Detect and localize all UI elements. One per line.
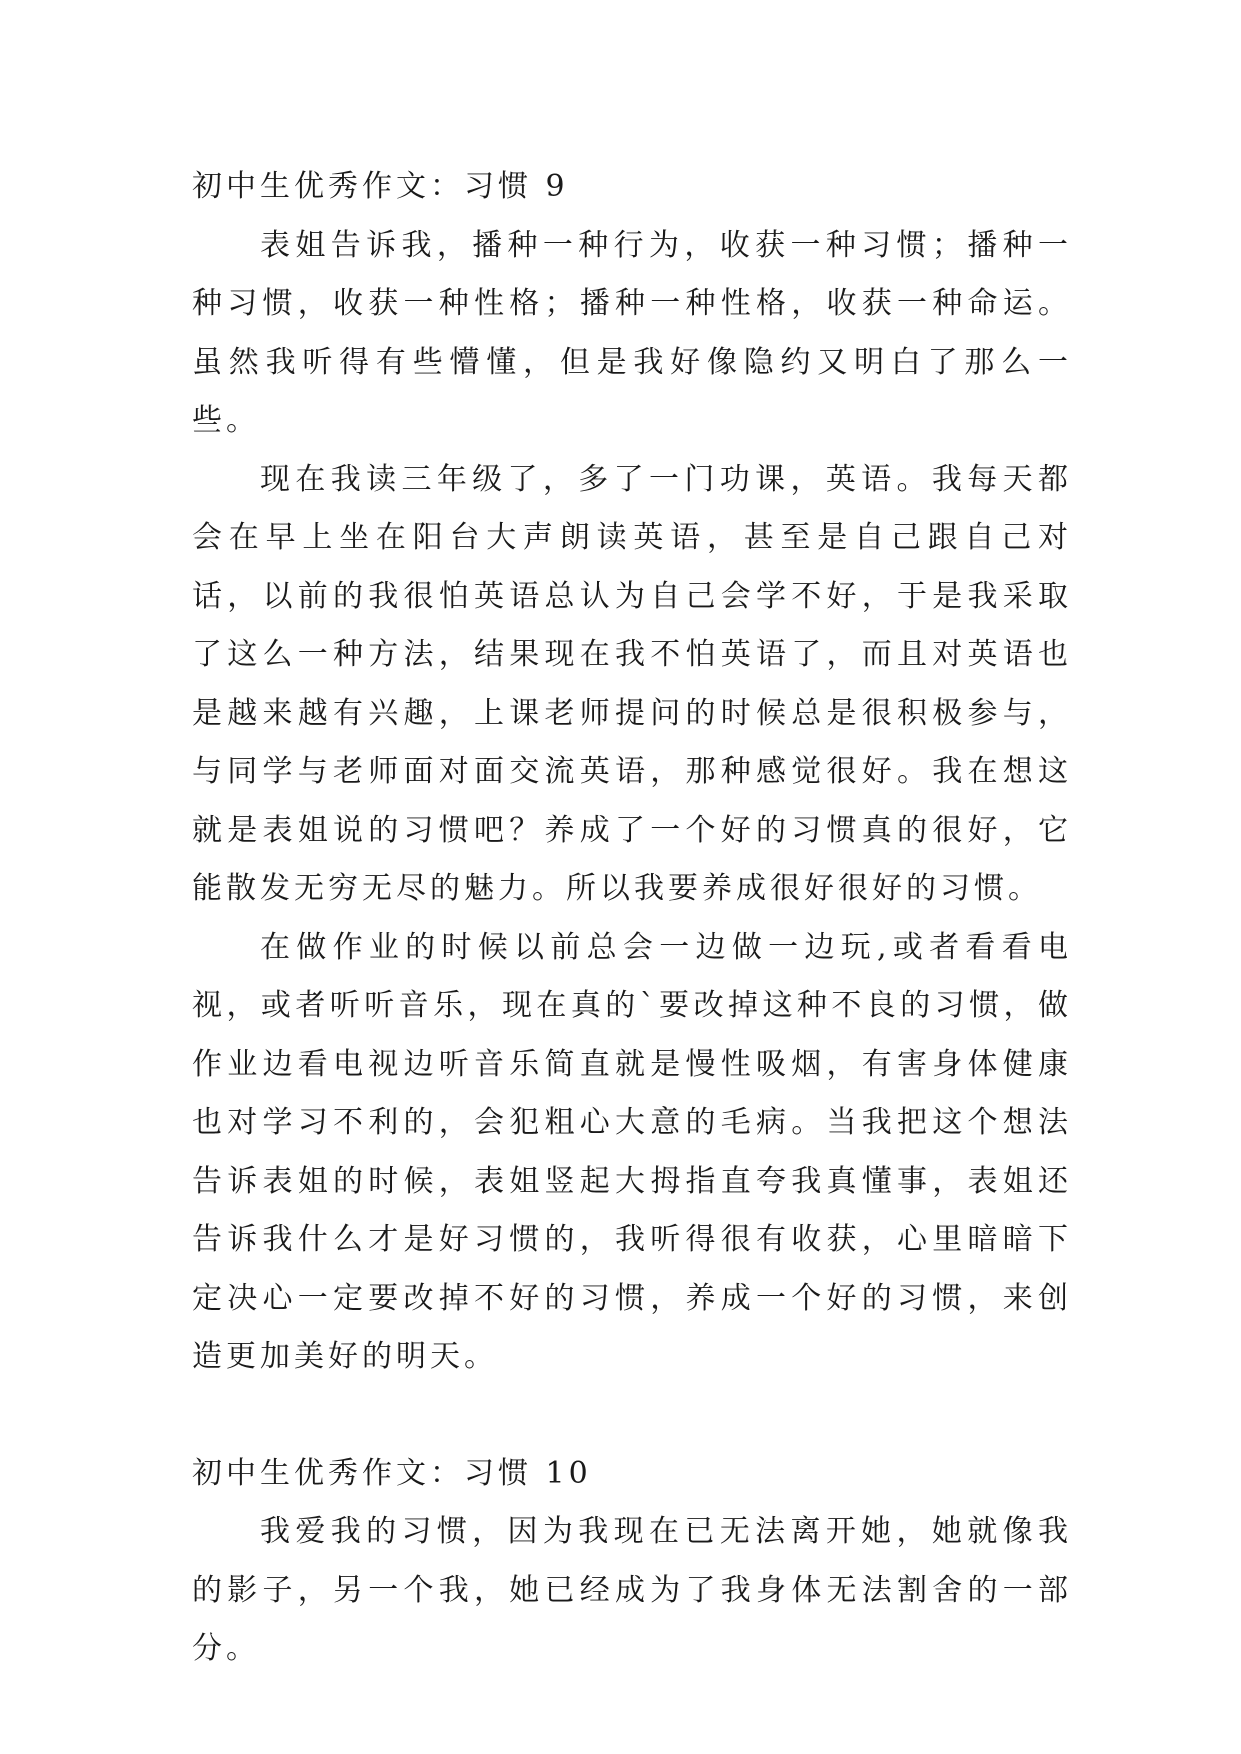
paragraph: 我爱我的习惯，因为我现在已无法离开她，她就像我的影子，另一个我，她已经成为了我身体无法割舍的一部分。 (192, 1514, 1072, 1666)
paragraph: 表姐告诉我，播种一种行为，收获一种习惯；播种一种习惯，收获一种性格；播种一种性格，收获一种命运。虽然我听得有些懵懂，但是我好像隐约又明白了那么一些。 (192, 227, 1072, 438)
section-title: 初中生优秀作文：习惯 9 (192, 169, 569, 204)
paragraph: 现在我读三年级了，多了一门功课，英语。我每天都会在早上坐在阳台大声朗读英语，甚至是自己跟自己对话，以前的我很怕英语总认为自己会学不好，于是我采取了这么一种方法，结果现在我不怕英语了，而且对英语也是越来越有兴趣，上课老师提问的时候总是很积极参与，与同学与老师面对面交流英语，那种感觉很好。我在想这就是表姐说的习惯吧？养成了一个好的习惯真的很好，它能散发无穷无尽的魅力。所以我要养成很好很好的习惯。 (192, 461, 1072, 906)
paragraph: 在做作业的时候以前总会一边做一边玩,或者看看电视，或者听听音乐，现在真的`要改掉这种不良的习惯，做作业边看电视边听音乐简直就是慢性吸烟，有害身体健康也对学习不利的，会犯粗心大意的毛病。当我把这个想法告诉表姐的时候，表姐竖起大拇指直夸我真懂事，表姐还告诉我什么才是好习惯的，我听得很有收获，心里暗暗下定决心一定要改掉不好的习惯，养成一个好的习惯，来创造更加美好的明天。 (192, 929, 1072, 1374)
section-spacer (192, 1387, 1072, 1445)
document-body (192, 158, 1072, 1679)
section-title: 初中生优秀作文：习惯 10 (192, 1455, 592, 1491)
